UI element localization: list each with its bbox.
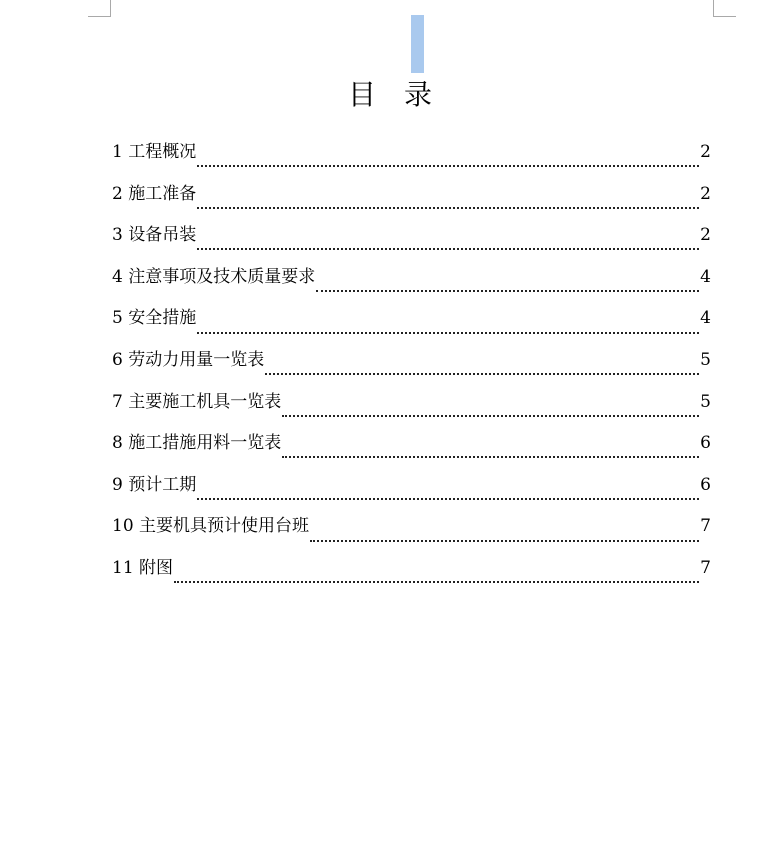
toc-entry-page: 4 [700, 308, 711, 329]
toc-entry-page: 2 [700, 225, 711, 246]
toc-entry-label: 6 劳动力用量一览表 [112, 349, 265, 370]
toc-leader-dots [197, 247, 699, 250]
toc-leader-dots [310, 539, 699, 542]
toc-entry-5[interactable] [112, 304, 711, 346]
toc-leader-dots [197, 497, 699, 500]
toc-entry-page: 5 [700, 349, 711, 370]
toc-leader-dots [316, 289, 699, 292]
toc-entry-11[interactable] [112, 554, 711, 596]
toc-entry-page: 2 [700, 183, 711, 204]
toc-leader-dots [174, 580, 699, 583]
page-corner-mark-top-right [713, 0, 736, 17]
toc-entry-3[interactable] [112, 221, 711, 263]
text-cursor [411, 15, 424, 73]
toc-entry-label: 9 预计工期 [112, 474, 197, 495]
toc-entry-label: 11 附图 [112, 557, 174, 578]
toc-entry-label: 2 施工准备 [112, 183, 197, 204]
toc-leader-dots [282, 414, 699, 417]
toc-entry-page: 7 [700, 557, 711, 578]
toc-entry-1[interactable] [112, 138, 711, 180]
toc-entry-2[interactable] [112, 180, 711, 222]
toc-leader-dots [197, 164, 699, 167]
toc-leader-dots [197, 206, 699, 209]
toc-entry-10[interactable] [112, 512, 711, 554]
toc-entry-4[interactable] [112, 263, 711, 305]
toc-title: 目 录 [347, 78, 432, 111]
toc-entry-6[interactable] [112, 346, 711, 388]
toc-leader-dots [282, 455, 699, 458]
toc-entry-7[interactable] [112, 388, 711, 430]
toc-entry-9[interactable] [112, 471, 711, 513]
toc-leader-dots [197, 331, 699, 334]
toc-entry-page: 2 [700, 142, 711, 162]
toc-entry-label: 7 主要施工机具一览表 [112, 391, 282, 412]
toc-entry-label: 8 施工措施用料一览表 [112, 433, 282, 454]
toc-entry-label: 3 设备吊装 [112, 225, 197, 246]
toc-entry-page: 6 [700, 433, 711, 454]
toc-entry-page: 5 [700, 391, 711, 412]
toc-entry-page: 4 [700, 266, 711, 287]
table-of-contents [112, 138, 711, 596]
toc-entry-page: 7 [700, 516, 711, 537]
toc-entry-page: 6 [700, 474, 711, 495]
toc-entry-label: 5 安全措施 [112, 308, 197, 329]
toc-entry-label: 4 注意事项及技术质量要求 [112, 266, 316, 287]
toc-entry-8[interactable] [112, 429, 711, 471]
toc-leader-dots [265, 372, 699, 375]
page-corner-mark-top-left [88, 0, 111, 17]
toc-entry-label: 1 工程概况 [112, 142, 197, 162]
toc-entry-label: 10 主要机具预计使用台班 [112, 516, 310, 537]
